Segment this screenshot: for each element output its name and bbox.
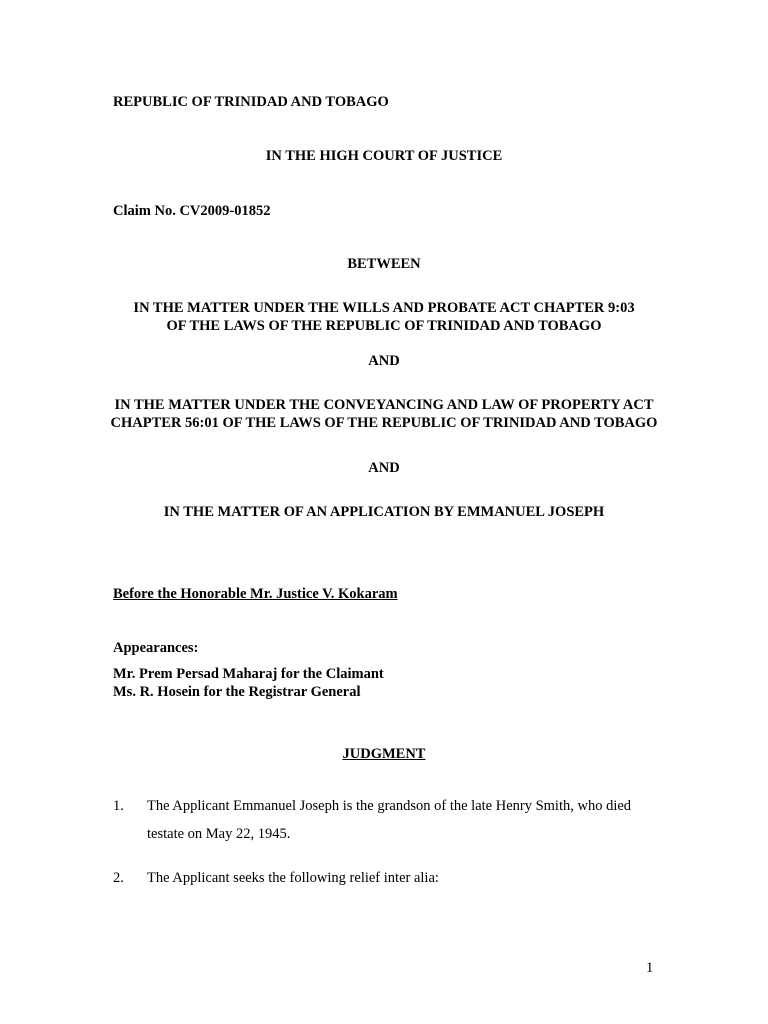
paragraph-number: 1.	[113, 798, 124, 814]
paragraph-text-line: testate on May 22, 1945.	[147, 826, 291, 842]
paragraph-number: 2.	[113, 870, 124, 886]
paragraph-text-line: The Applicant seeks the following relief inter alia:	[147, 870, 439, 886]
between-heading: BETWEEN	[347, 256, 421, 272]
paragraph-text-line: The Applicant Emmanuel Joseph is the grandson of the late Henry Smith, who died	[147, 798, 632, 814]
appearance-registrar: Ms. R. Hosein for the Registrar General	[113, 684, 361, 700]
matter-application: IN THE MATTER OF AN APPLICATION BY EMMANUEL JOSEPH	[163, 504, 605, 520]
appearances-label: Appearances:	[113, 640, 199, 656]
judgment-title: JUDGMENT	[342, 746, 426, 762]
page-number: 1	[646, 960, 654, 976]
matter-wills-line-2: OF THE LAWS OF THE REPUBLIC OF TRINIDAD AND TOBAGO	[166, 318, 602, 334]
matter-wills-line-1: IN THE MATTER UNDER THE WILLS AND PROBATE ACT CHAPTER 9:03	[133, 300, 635, 316]
appearance-claimant: Mr. Prem Persad Maharaj for the Claimant	[113, 666, 384, 682]
matter-conveyancing-line-1: IN THE MATTER UNDER THE CONVEYANCING AND LAW OF PROPERTY ACT	[114, 397, 654, 413]
before-judge: Before the Honorable Mr. Justice V. Kokaram	[113, 586, 398, 602]
and-heading-2: AND	[368, 460, 400, 476]
court-heading: IN THE HIGH COURT OF JUSTICE	[265, 148, 503, 164]
and-heading-1: AND	[368, 353, 400, 369]
republic-heading: REPUBLIC OF TRINIDAD AND TOBAGO	[113, 94, 389, 110]
matter-conveyancing-line-2: CHAPTER 56:01 OF THE LAWS OF THE REPUBLIC OF TRINIDAD AND TOBAGO	[110, 415, 658, 431]
claim-number: Claim No. CV2009-01852	[113, 203, 271, 219]
